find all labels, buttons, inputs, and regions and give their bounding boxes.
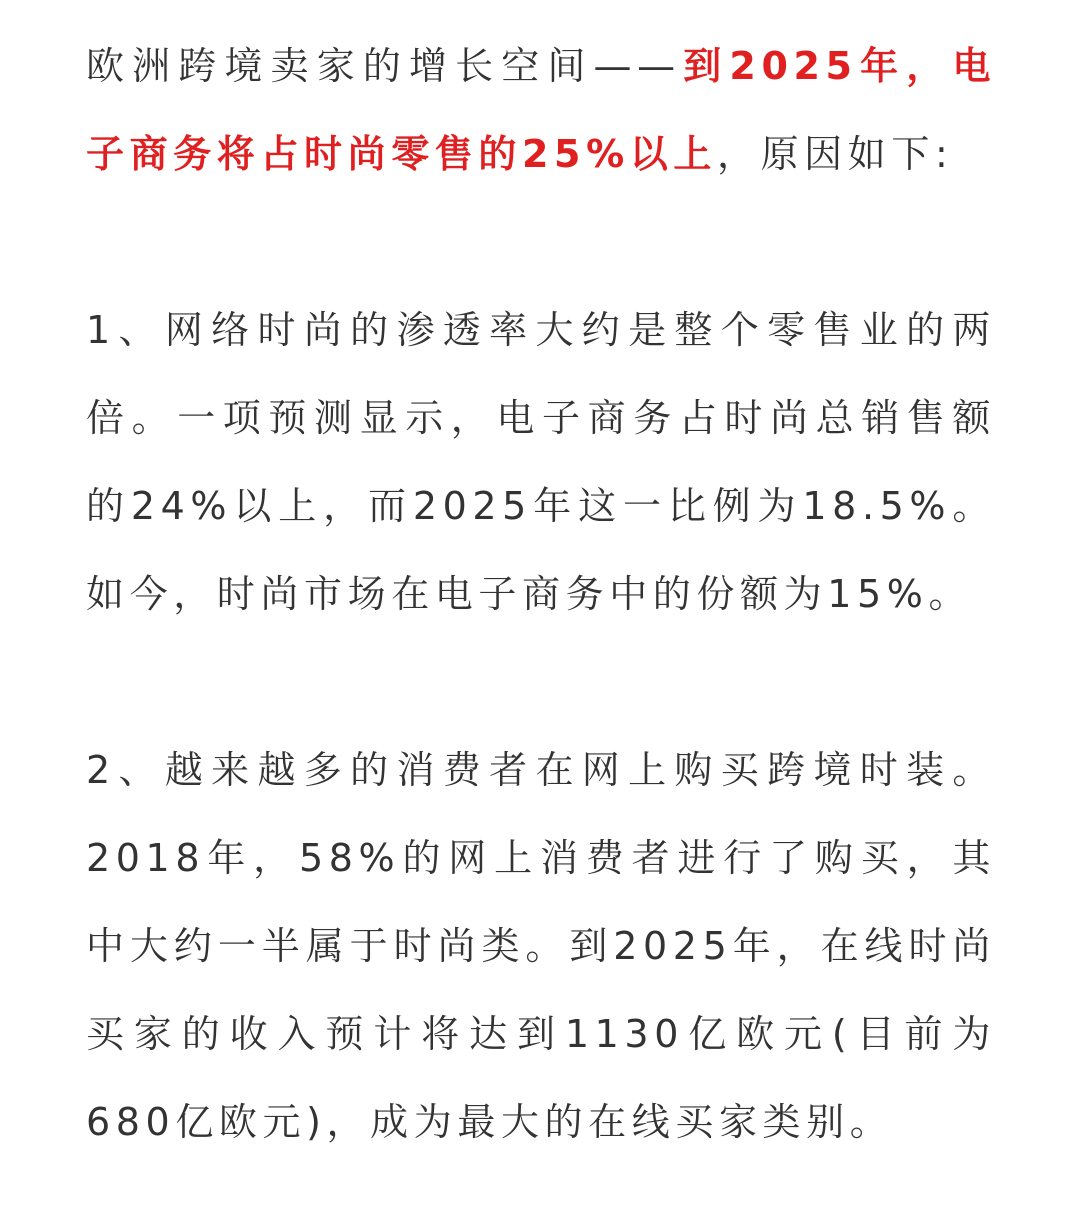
point-paragraph-2: 2、越来越多的消费者在网上购买跨境时装。2018年，58%的网上消费者进行了购买，其中大约一半属于时尚类。到2025年，在线时尚买家的收入预计将达到1130亿欧元(目前为680亿欧元)，成为最大的在线买家类别。 xyxy=(86,748,996,1144)
article-body xyxy=(86,22,996,1166)
intro-tail: ，原因如下: xyxy=(716,132,954,176)
point-paragraph-1: 1、网络时尚的渗透率大约是整个零售业的两倍。一项预测显示，电子商务占时尚总销售额的24%以上，而2025年这一比例为18.5%。如今，时尚市场在电子商务中的份额为15%。 xyxy=(86,308,996,616)
intro-paragraph xyxy=(86,22,996,198)
intro-highlight: 到2025年，电子商务将占时尚零售的25%以上 xyxy=(86,44,996,176)
intro-lead: 欧洲跨境卖家的增长空间—— xyxy=(86,44,681,88)
